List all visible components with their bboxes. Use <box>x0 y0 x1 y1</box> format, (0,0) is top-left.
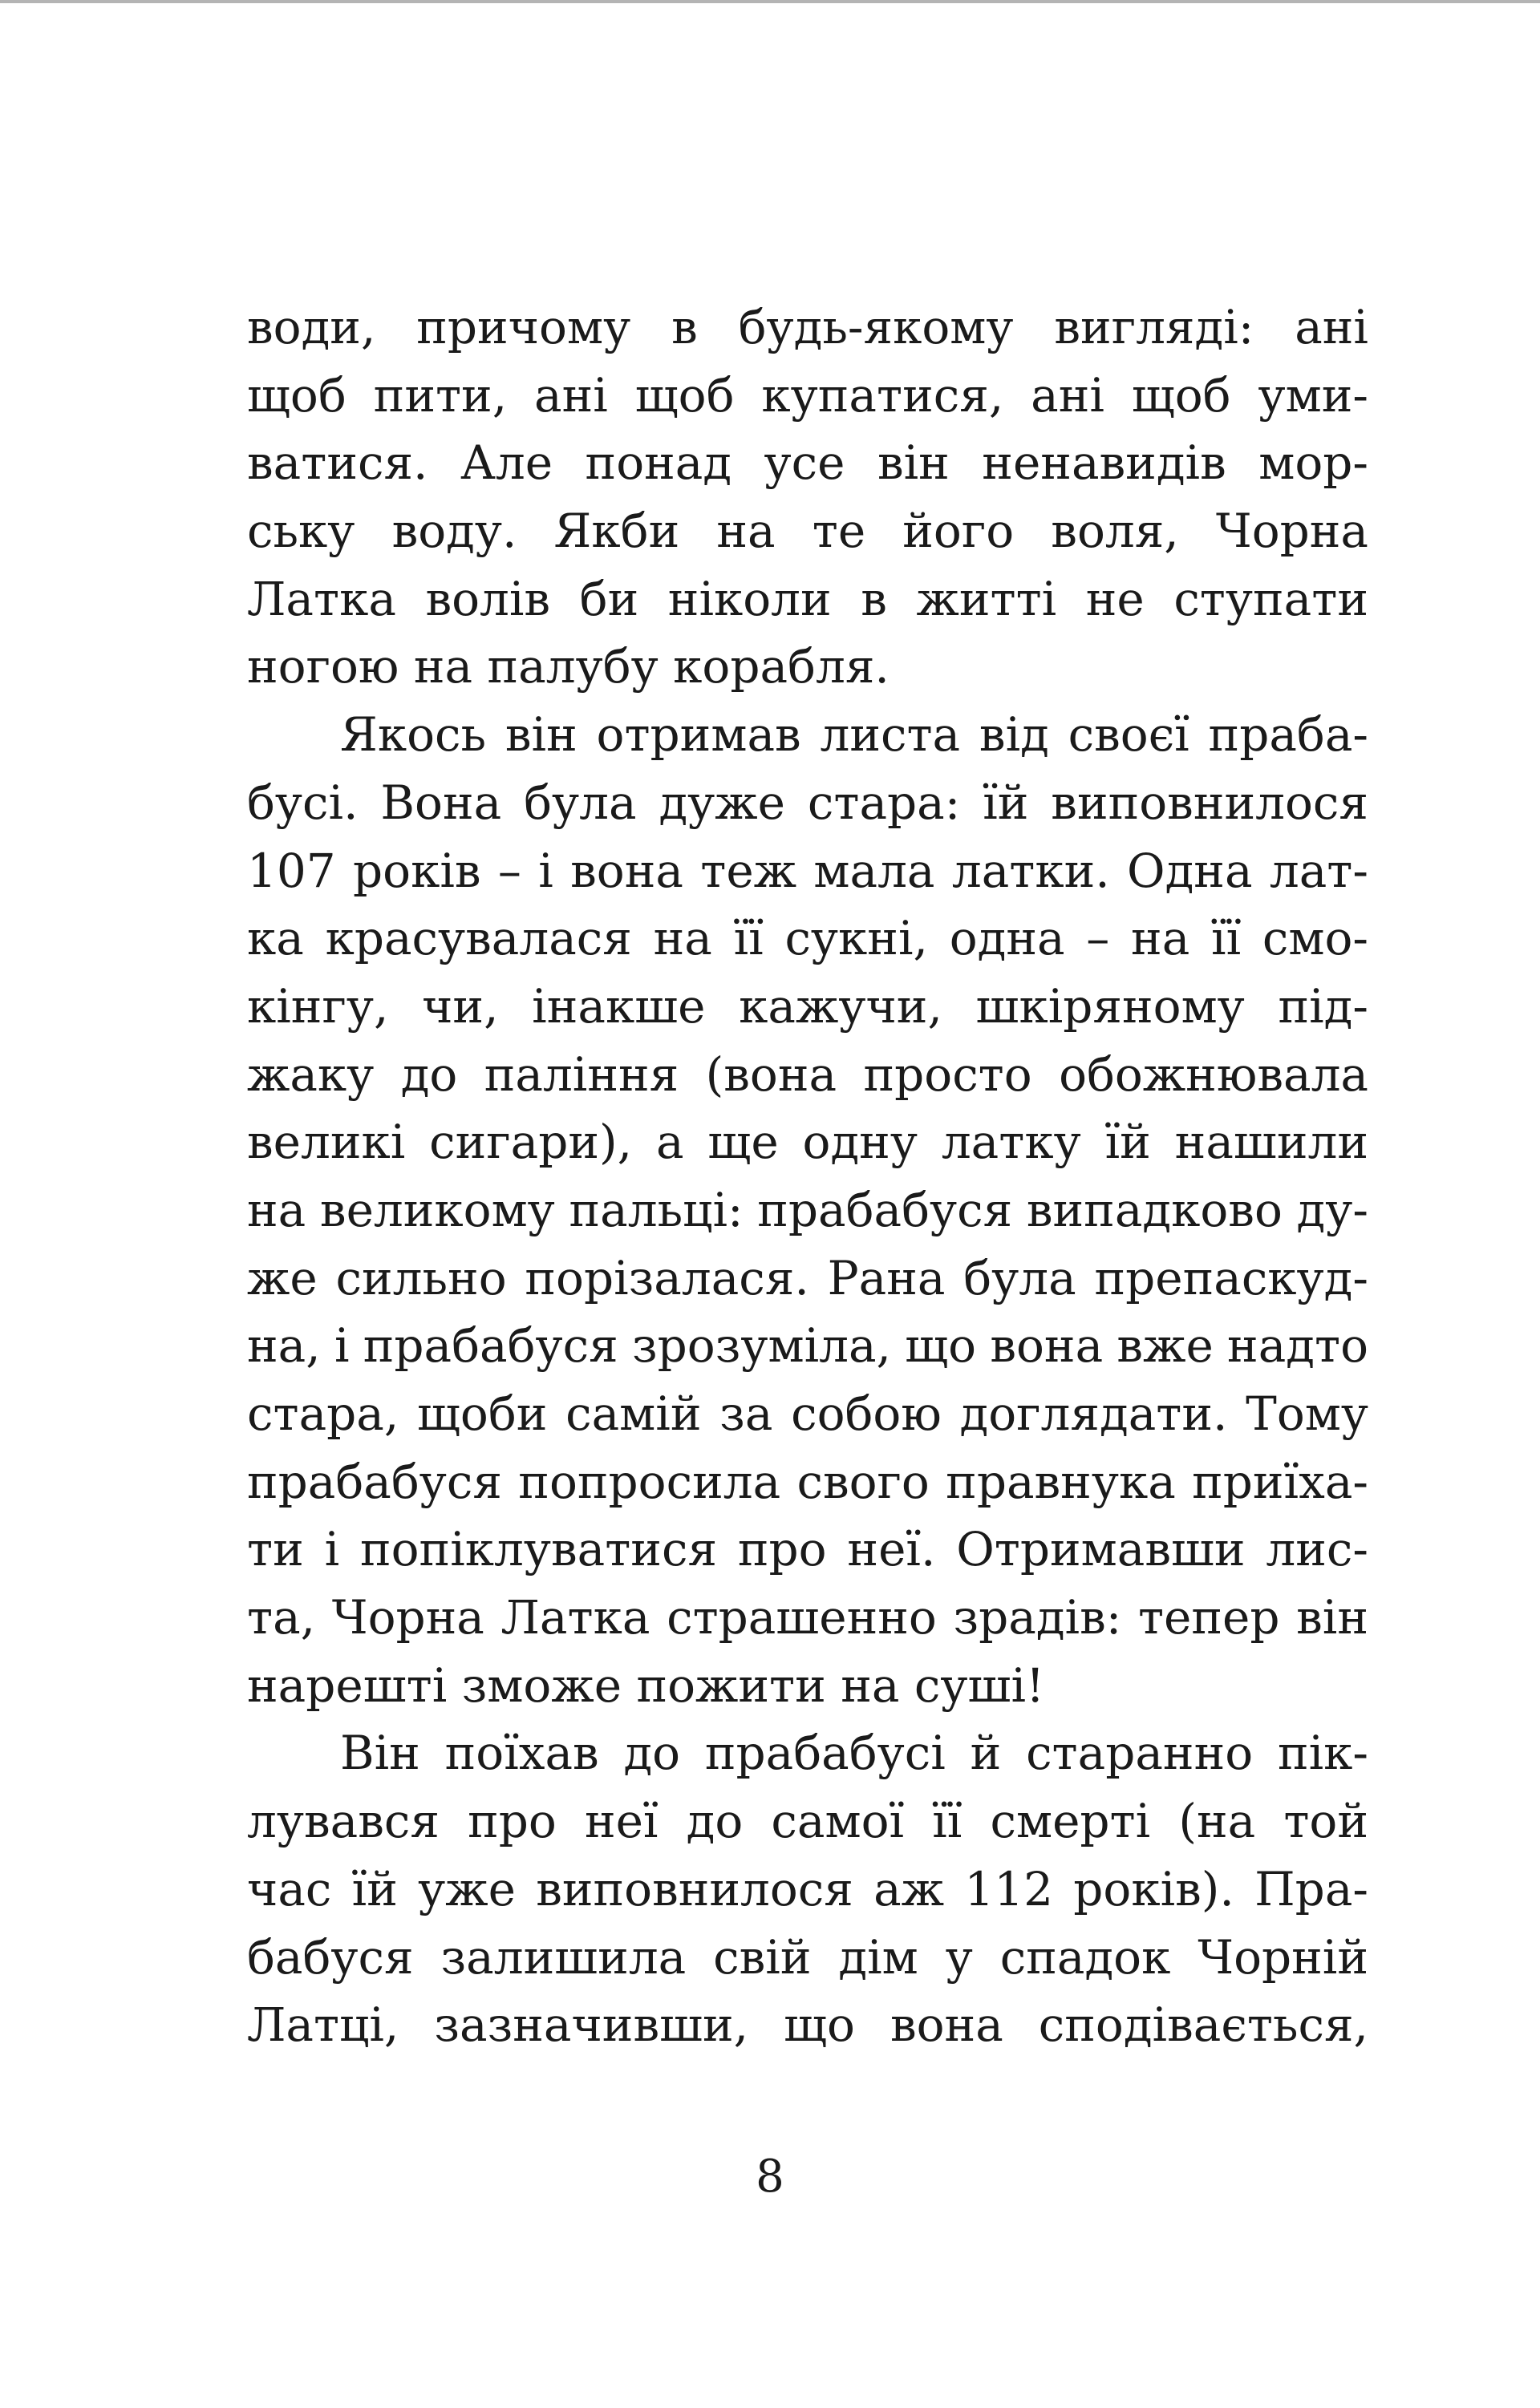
text-line: бусі. Вона була дуже стара: їй виповнилося <box>247 775 1368 830</box>
text-line: ватися. Але понад усе він ненавидів мор- <box>247 435 1368 491</box>
paragraph-1 <box>247 293 1368 701</box>
text-line: час їй уже виповнилося аж 112 років). Пра- <box>247 1861 1368 1916</box>
text-line: Латці, зазначивши, що вона сподівається, <box>247 1997 1368 2053</box>
body-text <box>247 293 1368 2059</box>
text-line: ногою на палубу корабля. <box>247 639 890 694</box>
text-line: води, причому в будь-якому вигляді: ані <box>247 300 1368 354</box>
text-line: ка красувалася на її сукні, одна – на її смо- <box>247 911 1368 966</box>
text-line: Якось він отримав листа від своєї праба- <box>340 707 1368 763</box>
paragraph-2 <box>247 701 1368 1719</box>
text-line: стара, щоби самій за собою доглядати. Тому <box>247 1386 1368 1441</box>
page-number: 8 <box>756 2151 784 2203</box>
text-line: прабабуся попросила свого правнука приїха- <box>247 1454 1368 1509</box>
text-line: кінгу, чи, інакше кажучи, шкіряному під- <box>247 978 1368 1034</box>
text-line: же сильно порізалася. Рана була препаскуд- <box>247 1250 1368 1305</box>
text-line: лувався про неї до самої її смерті (на той <box>247 1794 1368 1849</box>
text-line: бабуся залишила свій дім у спадок Чорній <box>247 1929 1368 1985</box>
text-line: 107 років – і вона теж мала латки. Одна лат- <box>247 843 1368 898</box>
text-line: великі сигари), а ще одну латку їй нашили <box>247 1115 1368 1170</box>
text-line: та, Чорна Латка страшенно зрадів: тепер він <box>247 1590 1368 1645</box>
top-border-line <box>0 0 1540 3</box>
text-line: нарешті зможе пожити на суші! <box>247 1657 1045 1713</box>
text-line: Він поїхав до прабабусі й старанно пік- <box>340 1726 1368 1781</box>
text-line: Латка волів би ніколи в житті не ступати <box>247 571 1368 626</box>
text-line: ти і попіклуватися про неї. Отримавши лис- <box>247 1522 1368 1577</box>
text-line: на великому пальці: прабабуся випадково ду- <box>247 1182 1368 1237</box>
text-line: на, і прабабуся зрозуміла, що вона вже надто <box>247 1318 1368 1374</box>
text-line: щоб пити, ані щоб купатися, ані щоб уми- <box>247 367 1368 423</box>
text-line: жаку до паління (вона просто обожнювала <box>247 1046 1368 1102</box>
text-line: ську воду. Якби на те його воля, Чорна <box>247 504 1368 559</box>
paragraph-3 <box>247 1719 1368 2058</box>
